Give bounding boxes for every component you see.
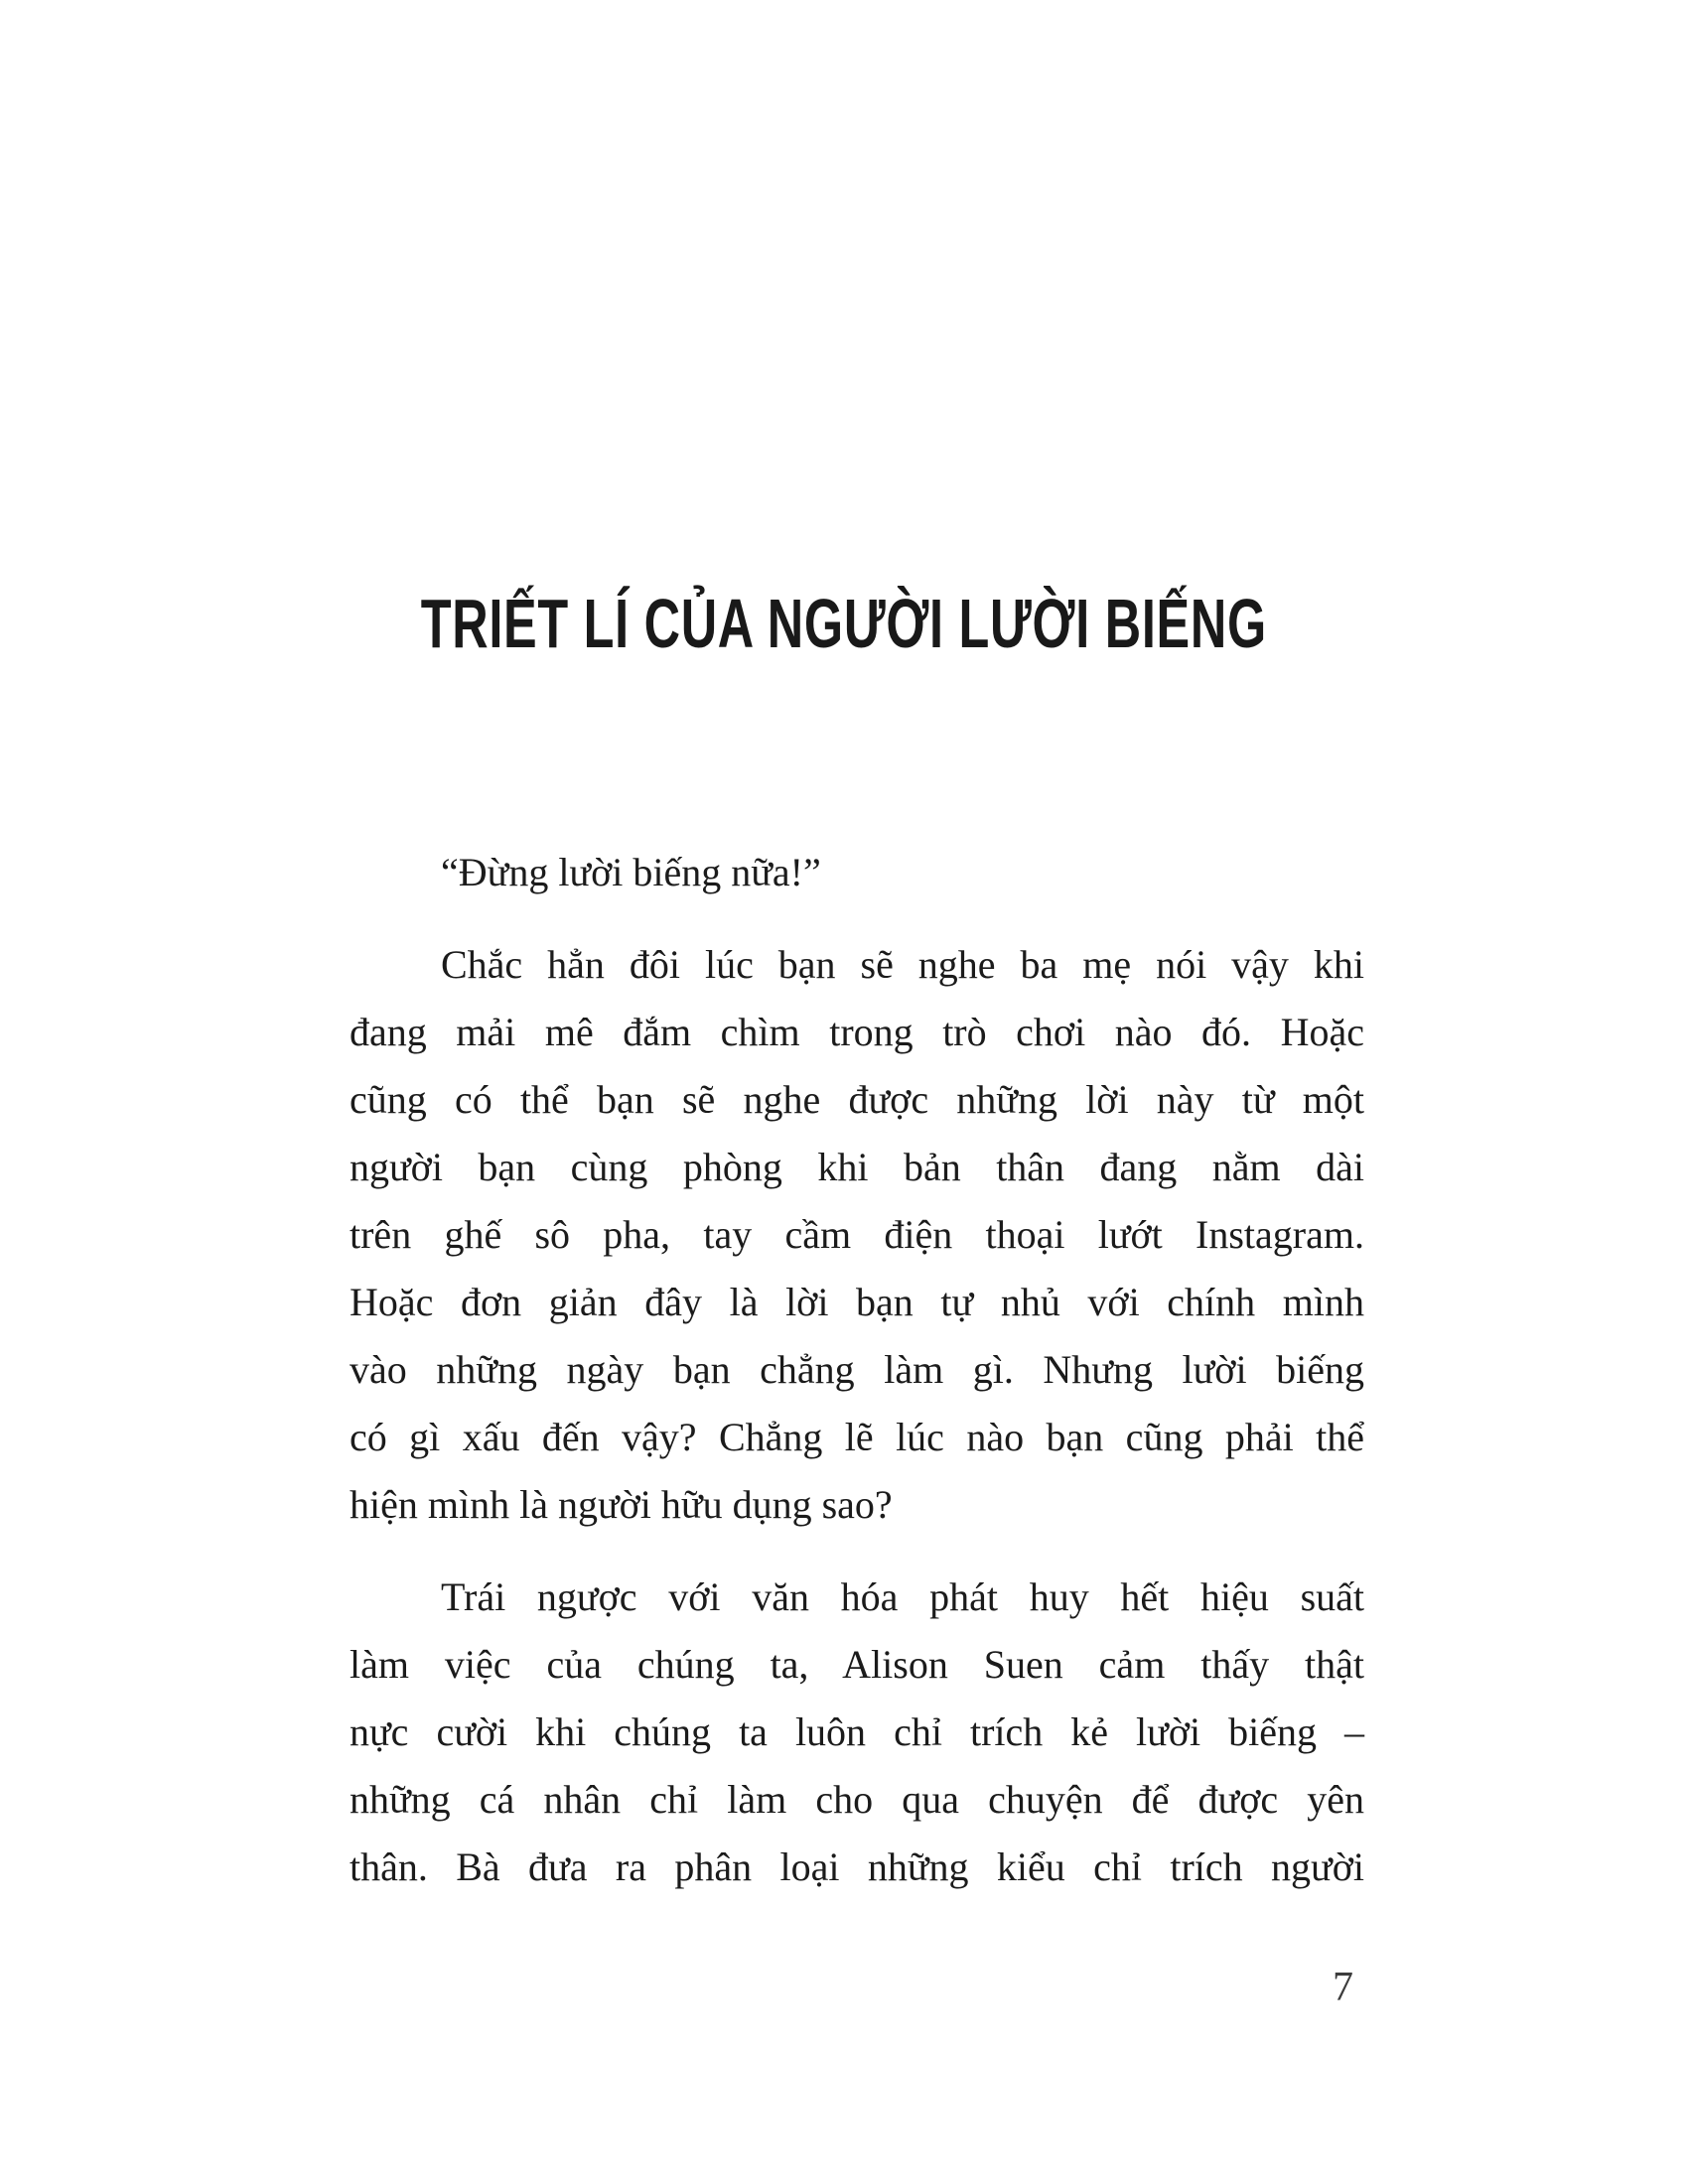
text-line: Trái ngược với văn hóa phát huy hết hiệu suất bbox=[441, 1574, 1364, 1619]
text-line: “Đừng lười biếng nữa!” bbox=[441, 850, 821, 894]
text-line: thân. Bà đưa ra phân loại những kiểu chỉ trích người bbox=[350, 1844, 1364, 1889]
text-line: hiện mình là người hữu dụng sao? bbox=[350, 1482, 893, 1527]
text-line: đang mải mê đắm chìm trong trò chơi nào đó. Hoặc bbox=[350, 1010, 1364, 1054]
text-line: vào những ngày bạn chẳng làm gì. Nhưng lười biếng bbox=[350, 1347, 1364, 1392]
text-line: có gì xấu đến vậy? Chẳng lẽ lúc nào bạn cũng phải thể bbox=[350, 1415, 1364, 1459]
paragraph bbox=[350, 1564, 1364, 1901]
text-line: người bạn cùng phòng khi bản thân đang nằm dài bbox=[350, 1145, 1364, 1189]
text-line: Hoặc đơn giản đây là lời bạn tự nhủ với chính mình bbox=[350, 1280, 1364, 1324]
body-text bbox=[350, 839, 1364, 1926]
text-line: cũng có thể bạn sẽ nghe được những lời này từ một bbox=[350, 1077, 1364, 1122]
text-line: những cá nhân chỉ làm cho qua chuyện để được yên bbox=[350, 1777, 1364, 1822]
chapter-title bbox=[0, 574, 1688, 673]
page-number: 7 bbox=[1333, 1965, 1353, 2010]
text-line: làm việc của chúng ta, Alison Suen cảm thấy thật bbox=[350, 1642, 1364, 1687]
text-line: nực cười khi chúng ta luôn chỉ trích kẻ lười biếng – bbox=[350, 1709, 1364, 1754]
chapter-title-text: TRIẾT LÍ CỦA NGƯỜI LƯỜI BIẾNG bbox=[420, 585, 1268, 662]
paragraph bbox=[350, 931, 1364, 1539]
text-line: Chắc hẳn đôi lúc bạn sẽ nghe ba mẹ nói vậy khi bbox=[441, 942, 1364, 987]
text-line: trên ghế sô pha, tay cầm điện thoại lướt Instagram. bbox=[350, 1212, 1364, 1257]
paragraph bbox=[350, 839, 1364, 906]
